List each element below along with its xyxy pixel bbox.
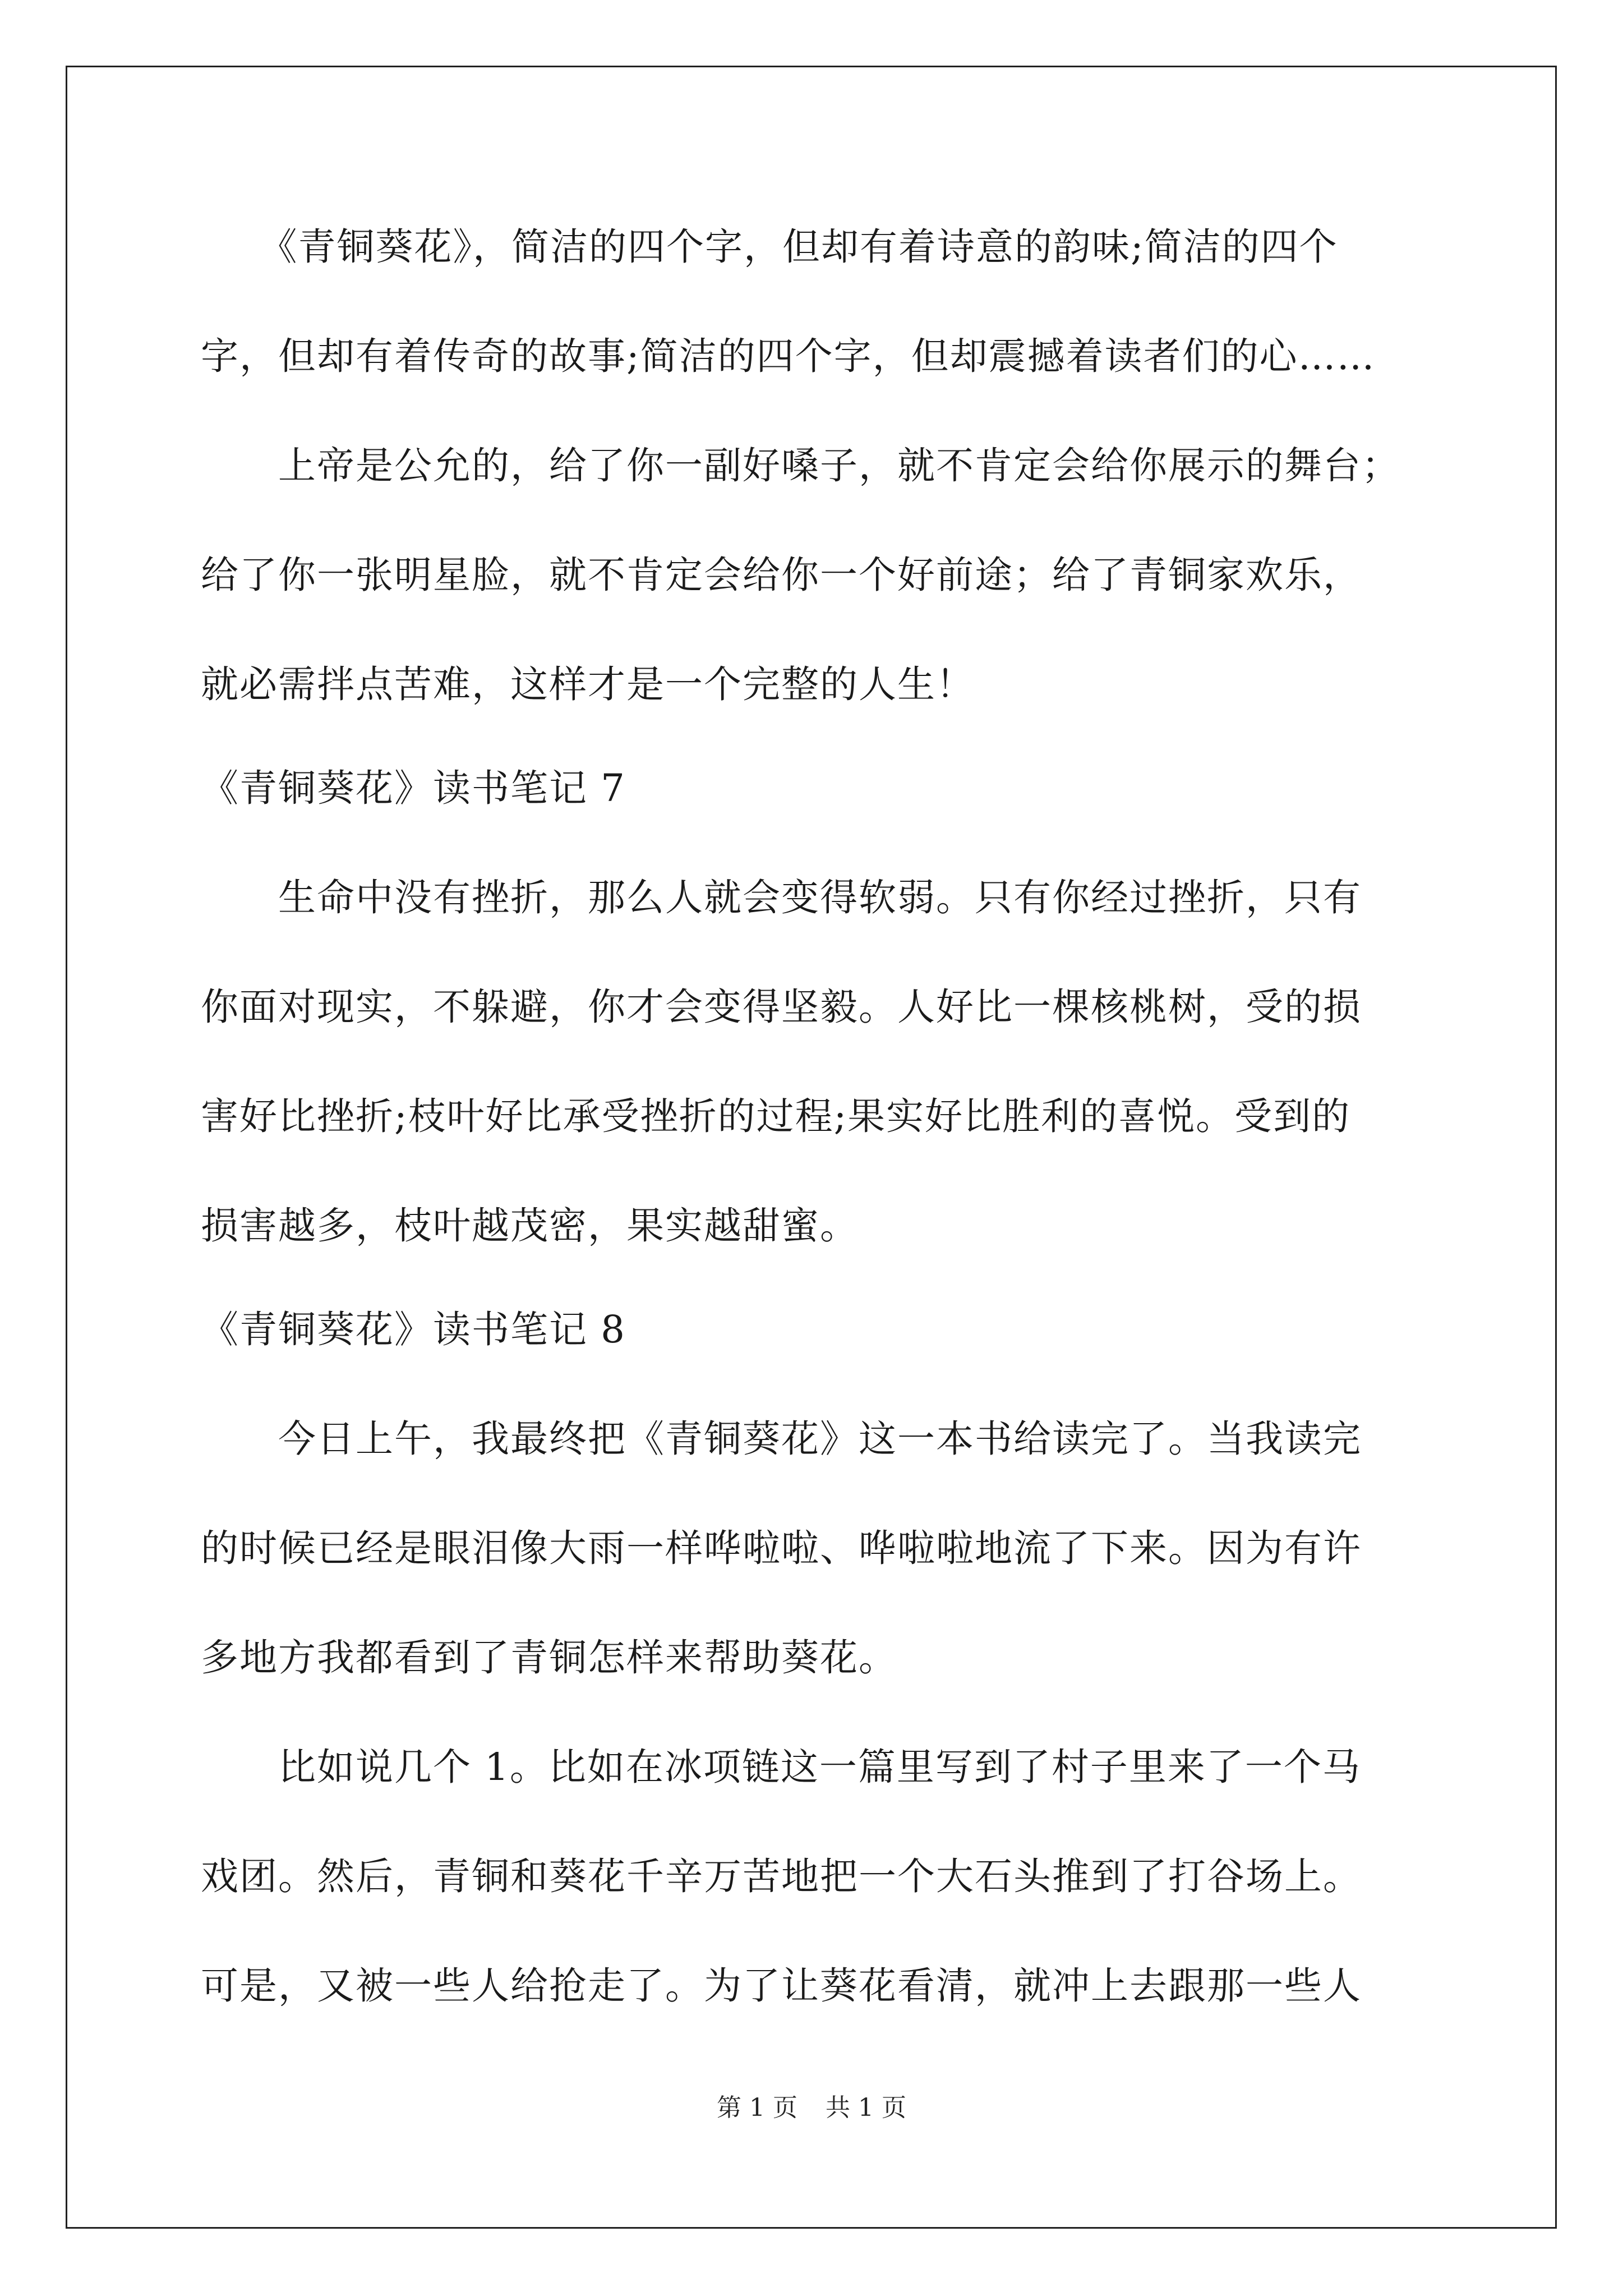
paragraph-line: 《青铜葵花》，简洁的四个字，但却有着诗意的韵味;简洁的四个 (201, 225, 1338, 269)
page-total: 共 1 页 (826, 2093, 906, 2122)
paragraph-line: 戏团。然后，青铜和葵花千辛万苦地把一个大石头推到了打谷场上。 (201, 1855, 1362, 1898)
paragraph-line: 多地方我都看到了青铜怎样来帮助葵花。 (201, 1636, 897, 1680)
paragraph-line: 比如说几个 1。比如在冰项链这一篇里写到了村子里来了一个马 (201, 1745, 1361, 1789)
page-border (66, 66, 1557, 2229)
paragraph-line: 损害越多，枝叶越茂密，果实越甜蜜。 (201, 1204, 859, 1248)
paragraph-line: 害好比挫折;枝叶好比承受挫折的过程;果实好比胜利的喜悦。受到的 (201, 1094, 1351, 1138)
paragraph-line: 今日上午，我最终把《青铜葵花》这一本书给读完了。当我读完 (201, 1417, 1362, 1461)
paragraph-line: 字，但却有着传奇的故事;简洁的四个字，但却震撼着读者们的心…… (201, 334, 1376, 378)
paragraph-line: 就必需拌点苦难，这样才是一个完整的人生！ (201, 662, 975, 706)
paragraph-line: 可是，又被一些人给抢走了。为了让葵花看清，就冲上去跟那一些人 (201, 1964, 1362, 2008)
page-footer (0, 2092, 1623, 2124)
section-heading: 《青铜葵花》读书笔记 8 (201, 1308, 626, 1351)
paragraph-line: 上帝是公允的，给了你一副好嗓子，就不肯定会给你展示的舞台； (201, 444, 1400, 487)
paragraph-line: 的时候已经是眼泪像大雨一样哗啦啦、哗啦啦地流了下来。因为有许 (201, 1526, 1362, 1570)
paragraph-line: 你面对现实，不躲避，你才会变得坚毅。人好比一棵核桃树，受的损 (201, 985, 1362, 1029)
paragraph-line: 生命中没有挫折，那么人就会变得软弱。只有你经过挫折，只有 (201, 876, 1362, 919)
section-heading: 《青铜葵花》读书笔记 7 (201, 766, 626, 810)
paragraph-line: 给了你一张明星脸，就不肯定会给你一个好前途；给了青铜家欢乐， (201, 553, 1362, 597)
page-number: 第 1 页 (717, 2093, 797, 2122)
